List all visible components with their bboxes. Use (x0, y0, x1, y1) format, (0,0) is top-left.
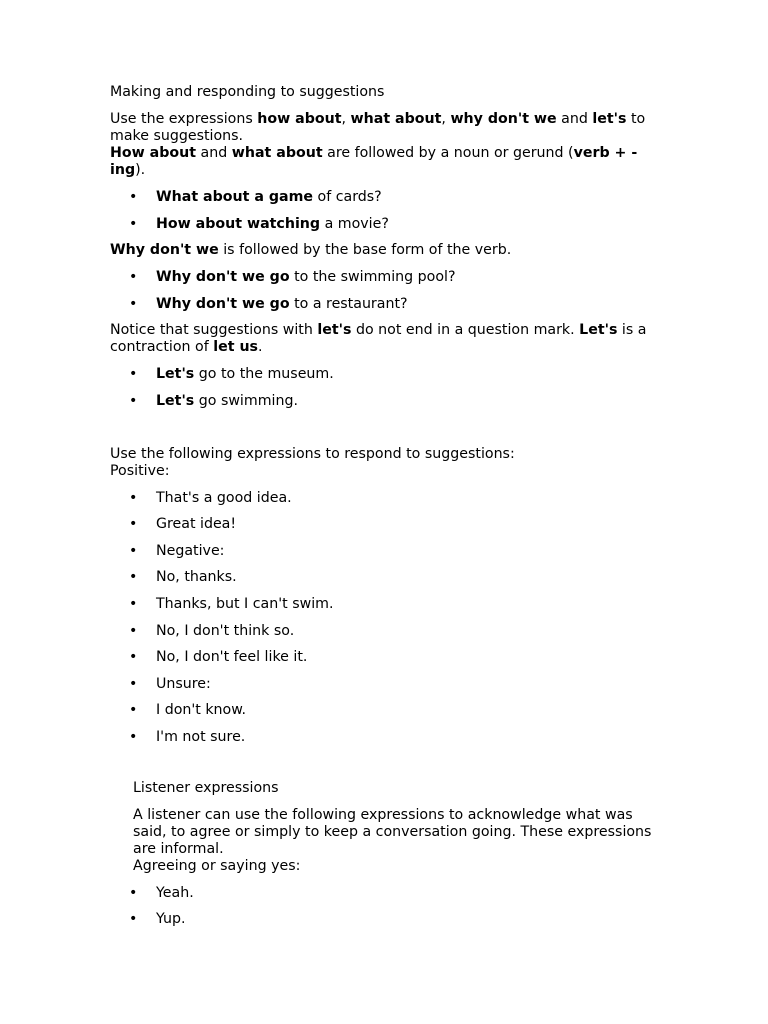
listener-heading: Listener expressions (133, 779, 279, 796)
para-bold: let us (213, 339, 258, 356)
lets-paragraph (110, 322, 655, 356)
intro-text: , (441, 111, 451, 127)
para-text: is followed by the base form of the verb. (218, 242, 512, 259)
listener-list (133, 885, 655, 929)
intro-bold: How about (110, 145, 197, 161)
item-bold: Let's (156, 392, 195, 409)
list-item: • I'm not sure. (110, 729, 655, 746)
spacer (110, 756, 655, 780)
intro-text: , (341, 111, 351, 127)
intro-text: ). (135, 162, 146, 178)
list-item: • No, thanks. (110, 569, 655, 586)
list-item: • No, I don't feel like it. (110, 649, 655, 666)
listener-paragraph (133, 807, 655, 875)
list-item: • Great idea! (110, 516, 655, 533)
listener-text: A listener can use the following expressions to acknowledge what was said, to agree or simply to keep a conversation going. These expressions are informal. (133, 806, 652, 857)
suggestion-list-why (110, 269, 655, 313)
intro-text: are followed by a noun or gerund ( (322, 145, 574, 161)
item-text: go swimming. (194, 392, 298, 409)
intro-bold: how about (257, 111, 342, 127)
intro-bold: what about (350, 111, 442, 127)
item-text: of cards? (313, 189, 382, 205)
response-list (110, 490, 655, 746)
document-title: Making and responding to suggestions (110, 84, 385, 100)
para-bold: let's (317, 322, 352, 339)
para-text: . (258, 339, 263, 356)
para-text: is a contraction of (110, 322, 647, 356)
list-item (110, 296, 655, 313)
list-item: • Yeah. (133, 885, 655, 902)
intro-bold: let's (592, 111, 627, 127)
suggestion-list-what-how (110, 189, 655, 233)
item-text: to a restaurant? (289, 295, 408, 312)
spacer (110, 420, 655, 446)
list-item: • Unsure: (110, 676, 655, 693)
intro-text: and (196, 145, 232, 161)
suggestion-list-lets (110, 366, 655, 410)
intro-bold: what about (231, 145, 323, 161)
para-text: do not end in a question mark. (351, 322, 580, 339)
para-bold: Why don't we (110, 242, 219, 259)
respond-line: Positive: (110, 462, 170, 479)
why-dont-we-paragraph (110, 242, 655, 259)
para-text: Notice that suggestions with (110, 322, 318, 339)
intro-text: and (556, 111, 593, 127)
item-bold: Why don't we go (156, 295, 290, 312)
respond-line: Use the following expressions to respond to suggestions: (110, 445, 515, 462)
item-bold: What about a game (156, 189, 313, 205)
list-item (110, 269, 655, 286)
list-item (110, 216, 655, 233)
list-item (110, 366, 655, 383)
item-bold: Let's (156, 366, 195, 383)
list-item: • That's a good idea. (110, 490, 655, 507)
intro-text: to make suggestions. (110, 111, 646, 144)
list-item: • Negative: (110, 543, 655, 560)
list-item: • No, I don't think so. (110, 623, 655, 640)
intro-bold: verb + -ing (110, 145, 638, 178)
document-page (110, 84, 655, 938)
item-text: go to the museum. (194, 366, 334, 383)
listener-subheading: Agreeing or saying yes: (133, 857, 301, 874)
item-text: to the swimming pool? (289, 269, 456, 286)
list-item (110, 189, 655, 206)
listener-section (110, 780, 655, 929)
intro-bold: why don't we (450, 111, 557, 127)
intro-text: Use the expressions (110, 111, 258, 127)
para-bold: Let's (579, 322, 618, 339)
list-item: • I don't know. (110, 702, 655, 719)
item-bold: How about watching (156, 215, 321, 232)
intro-paragraph (110, 111, 655, 179)
item-text: a movie? (320, 215, 389, 232)
item-bold: Why don't we go (156, 269, 290, 286)
respond-paragraph (110, 446, 655, 480)
list-item: • Thanks, but I can't swim. (110, 596, 655, 613)
list-item (110, 393, 655, 410)
list-item: • Yup. (133, 911, 655, 928)
